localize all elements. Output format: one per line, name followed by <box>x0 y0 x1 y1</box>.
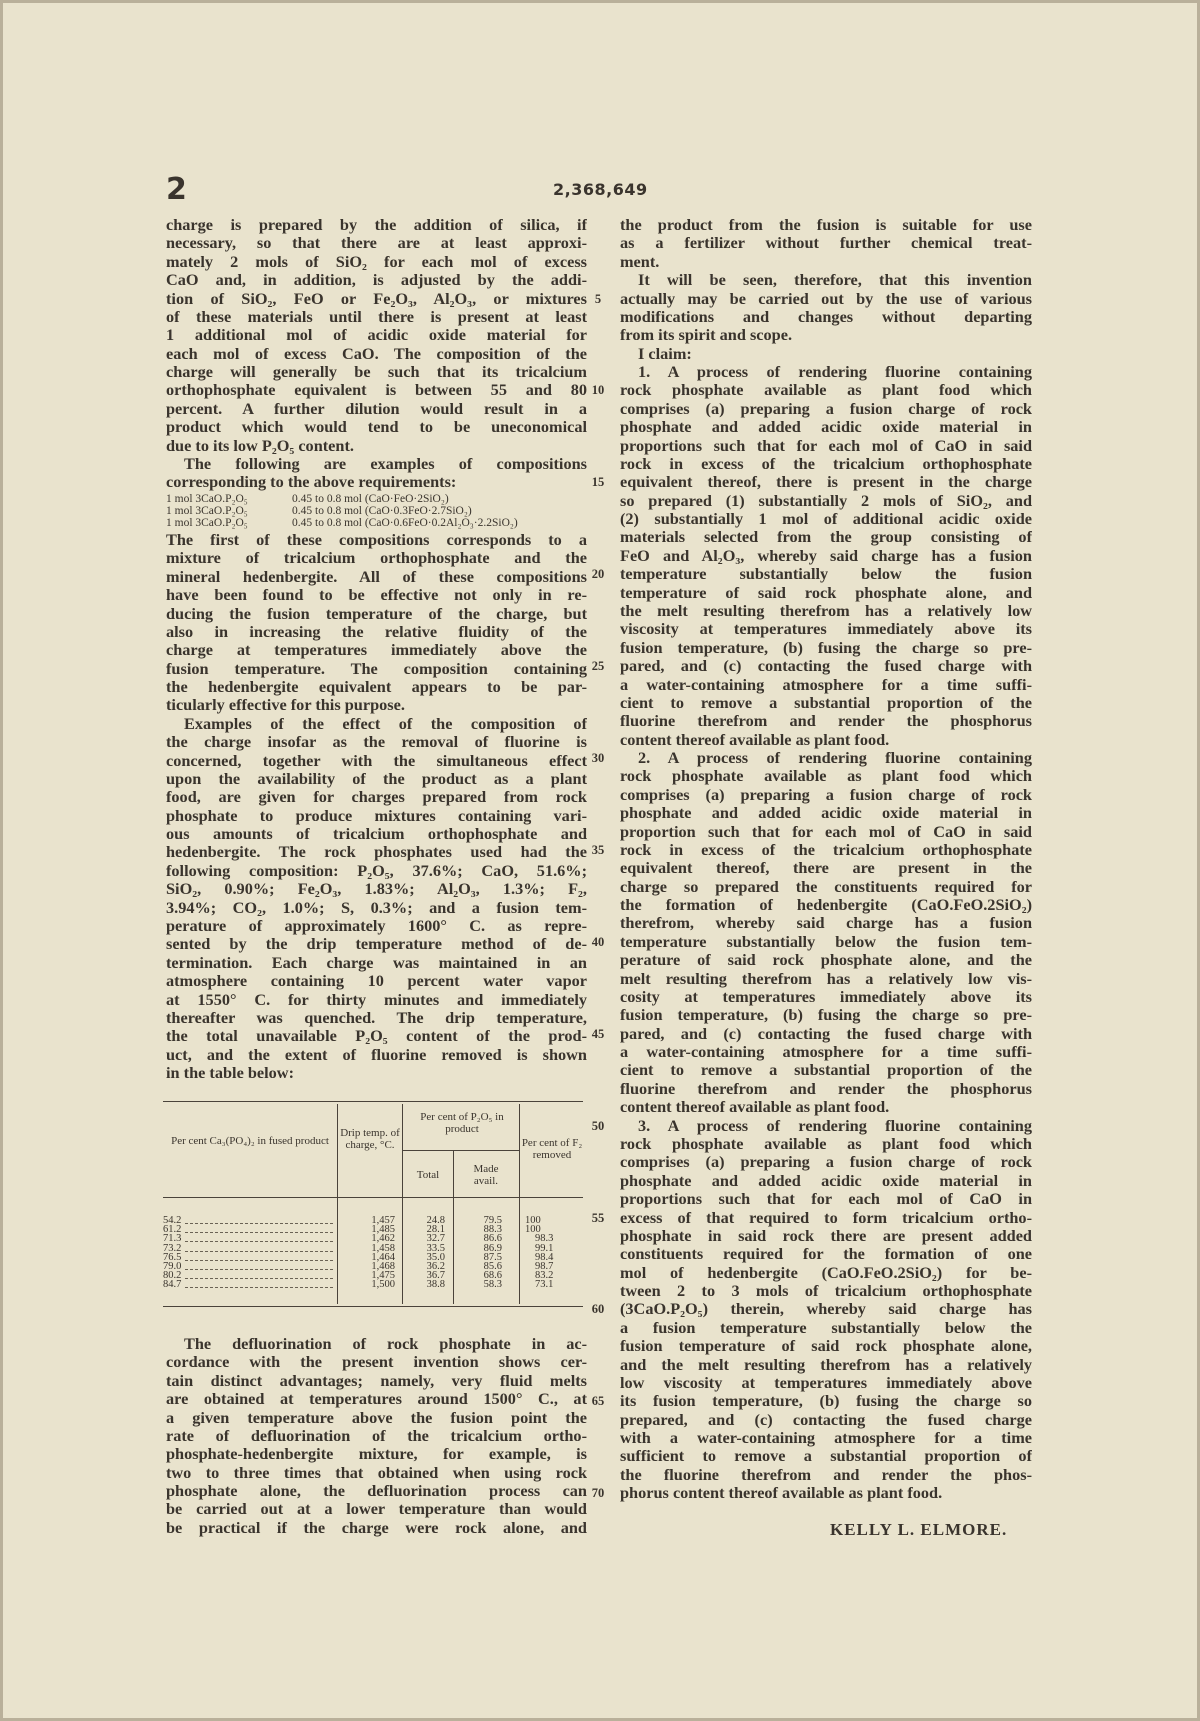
text-line: ticularly effective for this purpose. <box>166 695 405 715</box>
text-line: at 1550° C. for thirty minutes and immediately <box>166 990 587 1009</box>
cell-drip-temp: 1,475 <box>371 1270 395 1282</box>
header-ca3po4: Per cent Ca₃(PO₄)₂ in fused product <box>171 1135 329 1147</box>
line-number: 55 <box>591 1210 605 1225</box>
text-line: the total unavailable P₂O₅ content of the prod- <box>166 1027 587 1046</box>
text-line: The following are examples of compositions <box>184 454 587 473</box>
text-line: phosphate and added acidic oxide material in <box>620 418 1032 437</box>
text-line: It will be seen, therefore, that this invention <box>638 271 1032 290</box>
text-line: 1 additional mol of acidic oxide material for <box>166 326 587 345</box>
line-number: 70 <box>591 1486 605 1501</box>
text-line: the charge insofar as the removal of fluorine is <box>166 733 587 752</box>
text-line: (3CaO.P₂O₅) therein, whereby said charge has <box>620 1300 1032 1319</box>
page-number: 2 <box>166 172 187 207</box>
text-line: comprises (a) preparing a fusion charge of rock <box>620 785 1032 804</box>
line-number: 15 <box>591 475 605 490</box>
text-line: mol of hedenbergite (CaO.FeO.2SiO₂) for be- <box>620 1263 1032 1282</box>
line-number: 50 <box>591 1118 605 1133</box>
line-number: 40 <box>591 934 605 949</box>
cell-made-avail: 68.6 <box>483 1270 502 1282</box>
text-line: rock in excess of the tricalcium orthophosphate <box>620 454 1032 473</box>
text-line: thereafter was quenched. The drip temperature, <box>166 1008 587 1027</box>
line-number: 35 <box>591 842 605 857</box>
text-line: phosphate and added acidic oxide material in <box>620 1171 1032 1190</box>
composition-additive: 0.45 to 0.8 mol (CaO·0.3FeO·2.7SiO₂) <box>292 505 472 517</box>
text-line: the formation of hedenbergite (CaO.FeO.2SiO₂) <box>620 896 1032 915</box>
composition-row <box>166 517 518 529</box>
text-line: rock in excess of the tricalcium orthophosphate <box>620 840 1032 859</box>
dotted-leader <box>185 1260 333 1261</box>
text-line: prepared, and (c) contacting the fused charge <box>620 1410 1032 1429</box>
composition-row <box>166 505 472 517</box>
text-line: FeO and Al₂O₃, whereby said charge has a fusion <box>620 546 1032 565</box>
line-number: 20 <box>591 567 605 582</box>
text-line: as a fertilizer without further chemical treat- <box>620 234 1032 253</box>
text-line: are obtained at temperatures around 1500° C., at <box>166 1390 587 1409</box>
text-line: excess of that required to form tricalcium ortho- <box>620 1208 1032 1227</box>
text-line: orthophosphate equivalent is between 55 and 80 <box>166 381 587 400</box>
text-line: each mol of excess CaO. The composition of the <box>166 344 587 363</box>
cell-made-avail: 88.3 <box>483 1224 502 1236</box>
text-line: content thereof available as plant food. <box>620 729 890 749</box>
text-line: the hedenbergite equivalent appears to be par- <box>166 678 587 697</box>
text-line: pared, and (c) contacting the fused charge with <box>620 1024 1032 1043</box>
cell-total-p2o5: 28.1 <box>426 1224 445 1236</box>
text-line: charge is prepared by the addition of silica, if <box>166 216 587 234</box>
text-line: the fluorine therefrom and render the phos- <box>620 1465 1032 1484</box>
text-line: fusion temperature. The composition containing <box>166 659 587 678</box>
cell-f2-removed: 100 <box>525 1215 541 1226</box>
text-line: 3.94%; CO₂, 1.0%; S, 0.3%; and a fusion tem- <box>166 898 587 917</box>
cell-ca3po4: 84.7 <box>163 1279 182 1291</box>
text-line: the melt resulting therefrom has a relatively low <box>620 601 1032 620</box>
text-line: ducing the fusion temperature of the charge, but <box>166 604 587 623</box>
text-line: (2) substantially 1 mol of additional acidic oxide <box>620 510 1032 529</box>
text-line: phosphate-hedenbergite mixture, for example, is <box>166 1445 587 1464</box>
text-line: in the table below: <box>166 1063 294 1083</box>
cell-drip-temp: 1,468 <box>371 1261 395 1272</box>
text-line: temperature substantially below the fusion <box>620 565 1032 584</box>
text-line: so prepared (1) substantially 2 mols of SiO₂, and <box>620 491 1032 510</box>
cell-ca3po4: 79.0 <box>163 1261 182 1272</box>
cell-total-p2o5: 35.0 <box>426 1251 445 1263</box>
text-line: termination. Each charge was maintained in an <box>166 953 587 972</box>
text-line: fusion temperature, (b) fusing the charge so pre- <box>620 638 1032 657</box>
text-line: a fusion temperature substantially below the <box>620 1318 1032 1337</box>
text-line: percent. A further dilution would result in a <box>166 399 587 418</box>
header-p2o5: Per cent of P₂O₅ in product <box>420 1111 504 1135</box>
text-line: proportions such that for each mol of CaO in said <box>620 436 1032 455</box>
text-line: upon the availability of the product as a plant <box>166 769 587 788</box>
line-number: 10 <box>591 383 605 398</box>
text-line: tain distinct advantages; namely, very fluid melts <box>166 1371 587 1390</box>
text-line: rock phosphate available as plant food which <box>620 381 1032 400</box>
inventor-signature: KELLY L. ELMORE. <box>830 1520 1008 1539</box>
text-line: phorus content thereof available as plant food. <box>620 1483 943 1503</box>
text-line: pared, and (c) contacting the fused charge with <box>620 657 1032 676</box>
text-line: charge will generally be such that its tricalcium <box>166 363 587 382</box>
cell-drip-temp: 1,500 <box>371 1279 395 1291</box>
composition-additive: 0.45 to 0.8 mol (CaO·FeO·2SiO₂) <box>292 493 449 505</box>
text-line: equivalent thereof, there is present in the charge <box>620 473 1032 492</box>
text-line: cient to remove a substantial proportion of the <box>620 1061 1032 1080</box>
text-line: also in increasing the relative fluidity of the <box>166 622 587 641</box>
text-line: phosphate and added acidic oxide material in <box>620 804 1032 823</box>
cell-ca3po4: 80.2 <box>163 1270 182 1282</box>
text-line: hedenbergite. The rock phosphates used had the <box>166 843 587 862</box>
text-line: comprises (a) preparing a fusion charge of rock <box>620 1153 1032 1172</box>
text-line: perature of approximately 1600° C. as repre- <box>166 916 587 935</box>
text-line: viscosity at temperatures immediately above its <box>620 620 1032 639</box>
text-line: ous amounts of tricalcium orthophosphate and <box>166 825 587 844</box>
text-line: necessary, so that there are at least approxi- <box>166 234 587 253</box>
text-line: with a water-containing atmosphere for a time <box>620 1429 1032 1448</box>
dotted-leader <box>185 1232 333 1233</box>
text-line: mineral hedenbergite. All of these compositions <box>166 567 587 586</box>
text-line: cordance with the present invention shows cer- <box>166 1353 587 1372</box>
text-line: rock phosphate available as plant food which <box>620 1135 1032 1153</box>
cell-drip-temp: 1,458 <box>371 1242 395 1254</box>
dotted-leader <box>185 1223 333 1224</box>
text-line: temperature of said rock phosphate alone, and <box>620 583 1032 602</box>
dotted-leader <box>185 1287 333 1288</box>
text-line: a given temperature above the fusion point the <box>166 1408 587 1427</box>
cell-total-p2o5: 33.5 <box>426 1242 445 1254</box>
text-line: tion of SiO₂, FeO or Fe₂O₃, Al₂O₃, or mixtures <box>166 289 587 308</box>
text-line: SiO₂, 0.90%; Fe₂O₃, 1.83%; Al₂O₃, 1.3%; F₂, <box>166 880 587 899</box>
text-line: of these materials until there is present at least <box>166 307 587 326</box>
text-line: 3. A process of rendering fluorine containing <box>638 1116 1032 1135</box>
line-number: 45 <box>591 1026 605 1041</box>
text-line: atmosphere containing 10 percent water vapor <box>166 972 587 991</box>
text-line: low viscosity at temperatures immediately above <box>620 1373 1032 1392</box>
text-line: phosphate in said rock there are present added <box>620 1226 1032 1245</box>
cell-ca3po4: 54.2 <box>163 1215 182 1226</box>
text-line: melt resulting therefrom has a relatively low vis- <box>620 969 1032 988</box>
text-line: I claim: <box>638 343 692 363</box>
text-line: therefrom, whereby said charge has a fusion <box>620 914 1032 933</box>
text-line: tween 2 to 3 mols of tricalcium orthophosphate <box>620 1282 1032 1301</box>
text-line: materials selected from the group consisting of <box>620 528 1032 547</box>
composition-base: 1 mol 3CaO.P₂O₅ <box>166 517 248 529</box>
text-line: phosphate to produce mixtures containing vari- <box>166 806 587 825</box>
text-line: charge at temperatures immediately above the <box>166 641 587 660</box>
cell-f2-removed: 73.1 <box>535 1279 554 1291</box>
cell-drip-temp: 1,462 <box>371 1233 395 1245</box>
text-line: content thereof available as plant food. <box>620 1097 890 1117</box>
text-line: a water-containing atmosphere for a time suffi- <box>620 675 1032 694</box>
cell-total-p2o5: 36.2 <box>426 1261 445 1272</box>
text-line: phosphate alone, the defluorination process can <box>166 1482 587 1501</box>
text-line: fluorine therefrom and render the phosphorus <box>620 1079 1032 1098</box>
cell-made-avail: 86.6 <box>483 1233 502 1245</box>
text-line: temperature substantially below the fusion tem- <box>620 932 1032 951</box>
cell-ca3po4: 71.3 <box>163 1233 182 1245</box>
line-number: 60 <box>591 1302 605 1317</box>
dotted-leader <box>185 1269 333 1270</box>
header-drip-temp: Drip temp. of charge, °C. <box>340 1127 400 1151</box>
text-line: constituents required for the formation of one <box>620 1245 1032 1264</box>
results-table <box>163 1101 583 1307</box>
text-line: The defluorination of rock phosphate in ac- <box>184 1335 587 1353</box>
cell-made-avail: 86.9 <box>483 1242 502 1254</box>
cell-f2-removed: 98.3 <box>535 1233 554 1245</box>
text-line: have been found to be effective not only in re- <box>166 586 587 605</box>
text-line: proportion such that for each mol of CaO in said <box>620 822 1032 841</box>
cell-ca3po4: 61.2 <box>163 1224 182 1236</box>
cell-total-p2o5: 38.8 <box>426 1279 445 1291</box>
text-line: fluorine therefrom and render the phosphorus <box>620 712 1032 731</box>
cell-drip-temp: 1,464 <box>371 1251 395 1263</box>
header-made-avail: Made avail. <box>473 1163 499 1187</box>
text-line: 1. A process of rendering fluorine containing <box>638 363 1032 382</box>
text-line: food, are given for charges prepared from rock <box>166 788 587 807</box>
text-line: mixture of tricalcium orthophosphate and the <box>166 549 587 568</box>
cell-f2-removed: 98.7 <box>535 1261 554 1272</box>
text-line: rate of defluorination of the tricalcium ortho- <box>166 1426 587 1445</box>
text-line: charge so prepared the constituents required for <box>620 877 1032 896</box>
composition-row <box>166 493 449 505</box>
text-line: comprises (a) preparing a fusion charge of rock <box>620 399 1032 418</box>
text-line: proportions such that for each mol of CaO in <box>620 1190 1032 1209</box>
composition-base: 1 mol 3CaO.P₂O₅ <box>166 505 248 517</box>
line-number: 65 <box>591 1394 605 1409</box>
line-number: 5 <box>594 291 602 306</box>
text-line: sented by the drip temperature method of de- <box>166 935 587 954</box>
text-line: actually may be carried out by the use of various <box>620 289 1032 308</box>
line-number: 30 <box>591 751 605 766</box>
cell-f2-removed: 99.1 <box>535 1242 554 1254</box>
composition-base: 1 mol 3CaO.P₂O₅ <box>166 493 248 505</box>
text-line: its fusion temperature, (b) fusing the charge so <box>620 1392 1032 1411</box>
dotted-leader <box>185 1278 333 1279</box>
text-line: from its spirit and scope. <box>620 325 793 345</box>
cell-f2-removed: 98.4 <box>535 1251 554 1263</box>
text-line: be practical if the charge were rock alone, and <box>166 1518 587 1537</box>
line-number: 25 <box>591 659 605 674</box>
text-line: and the melt resulting therefrom has a relatively <box>620 1355 1032 1374</box>
text-line: uct, and the extent of fluorine removed is shown <box>166 1045 587 1064</box>
cell-made-avail: 58.3 <box>483 1279 502 1291</box>
cell-f2-removed: 100 <box>525 1224 541 1236</box>
text-line: mately 2 mols of SiO₂ for each mol of excess <box>166 252 587 271</box>
text-line: sufficient to remove a substantial proportion of <box>620 1447 1032 1466</box>
cell-total-p2o5: 32.7 <box>426 1233 445 1245</box>
text-line: cient to remove a substantial proportion of the <box>620 693 1032 712</box>
text-line: corresponding to the above requirements: <box>166 472 457 492</box>
text-line: modifications and changes without departing <box>620 307 1032 326</box>
text-line: equivalent thereof, there are present in the <box>620 859 1032 878</box>
cell-f2-removed: 83.2 <box>535 1270 554 1282</box>
cell-made-avail: 87.5 <box>483 1251 502 1263</box>
text-line: concerned, together with the simultaneous effect <box>166 751 587 770</box>
cell-total-p2o5: 36.7 <box>426 1270 445 1282</box>
text-line: The first of these compositions corresponds to a <box>166 531 587 549</box>
patent-number: 2,368,649 <box>553 180 648 199</box>
composition-additive: 0.45 to 0.8 mol (CaO·0.6FeO·0.2Al₂O₃·2.2SiO₂) <box>292 517 518 529</box>
cell-total-p2o5: 24.8 <box>426 1215 445 1226</box>
header-total: Total <box>416 1169 440 1181</box>
text-line: be carried out at a lower temperature than would <box>166 1500 587 1519</box>
text-line: 2. A process of rendering fluorine containing <box>638 749 1032 768</box>
cell-made-avail: 79.5 <box>483 1215 502 1226</box>
text-line: product which would tend to be uneconomical <box>166 418 587 437</box>
text-line: Examples of the effect of the composition of <box>184 714 587 733</box>
cell-drip-temp: 1,457 <box>371 1215 395 1226</box>
text-line: a water-containing atmosphere for a time suffi- <box>620 1043 1032 1062</box>
text-line: two to three times that obtained when using rock <box>166 1463 587 1482</box>
text-line: perature of said rock phosphate alone, and the <box>620 951 1032 970</box>
header-f2-removed: Per cent of F₂ removed <box>521 1137 583 1161</box>
text-line: due to its low P₂O₅ content. <box>166 435 354 455</box>
cell-ca3po4: 73.2 <box>163 1242 182 1254</box>
text-line: CaO and, in addition, is adjusted by the addi- <box>166 271 587 290</box>
text-line: fusion temperature, (b) fusing the charge so pre- <box>620 1006 1032 1025</box>
text-line: cosity at temperatures immediately above its <box>620 987 1032 1006</box>
dotted-leader <box>185 1251 333 1252</box>
cell-made-avail: 85.6 <box>483 1261 502 1272</box>
text-line: following composition: P₂O₅, 37.6%; CaO, 51.6%; <box>166 861 587 880</box>
dotted-leader <box>185 1241 333 1242</box>
table-row <box>163 1280 583 1289</box>
text-line: ment. <box>620 251 660 271</box>
cell-ca3po4: 76.5 <box>163 1251 182 1263</box>
text-line: the product from the fusion is suitable for use <box>620 216 1032 234</box>
text-line: fusion temperature of said rock phosphate alone, <box>620 1337 1032 1356</box>
text-line: rock phosphate available as plant food which <box>620 767 1032 786</box>
cell-drip-temp: 1,485 <box>371 1224 395 1236</box>
